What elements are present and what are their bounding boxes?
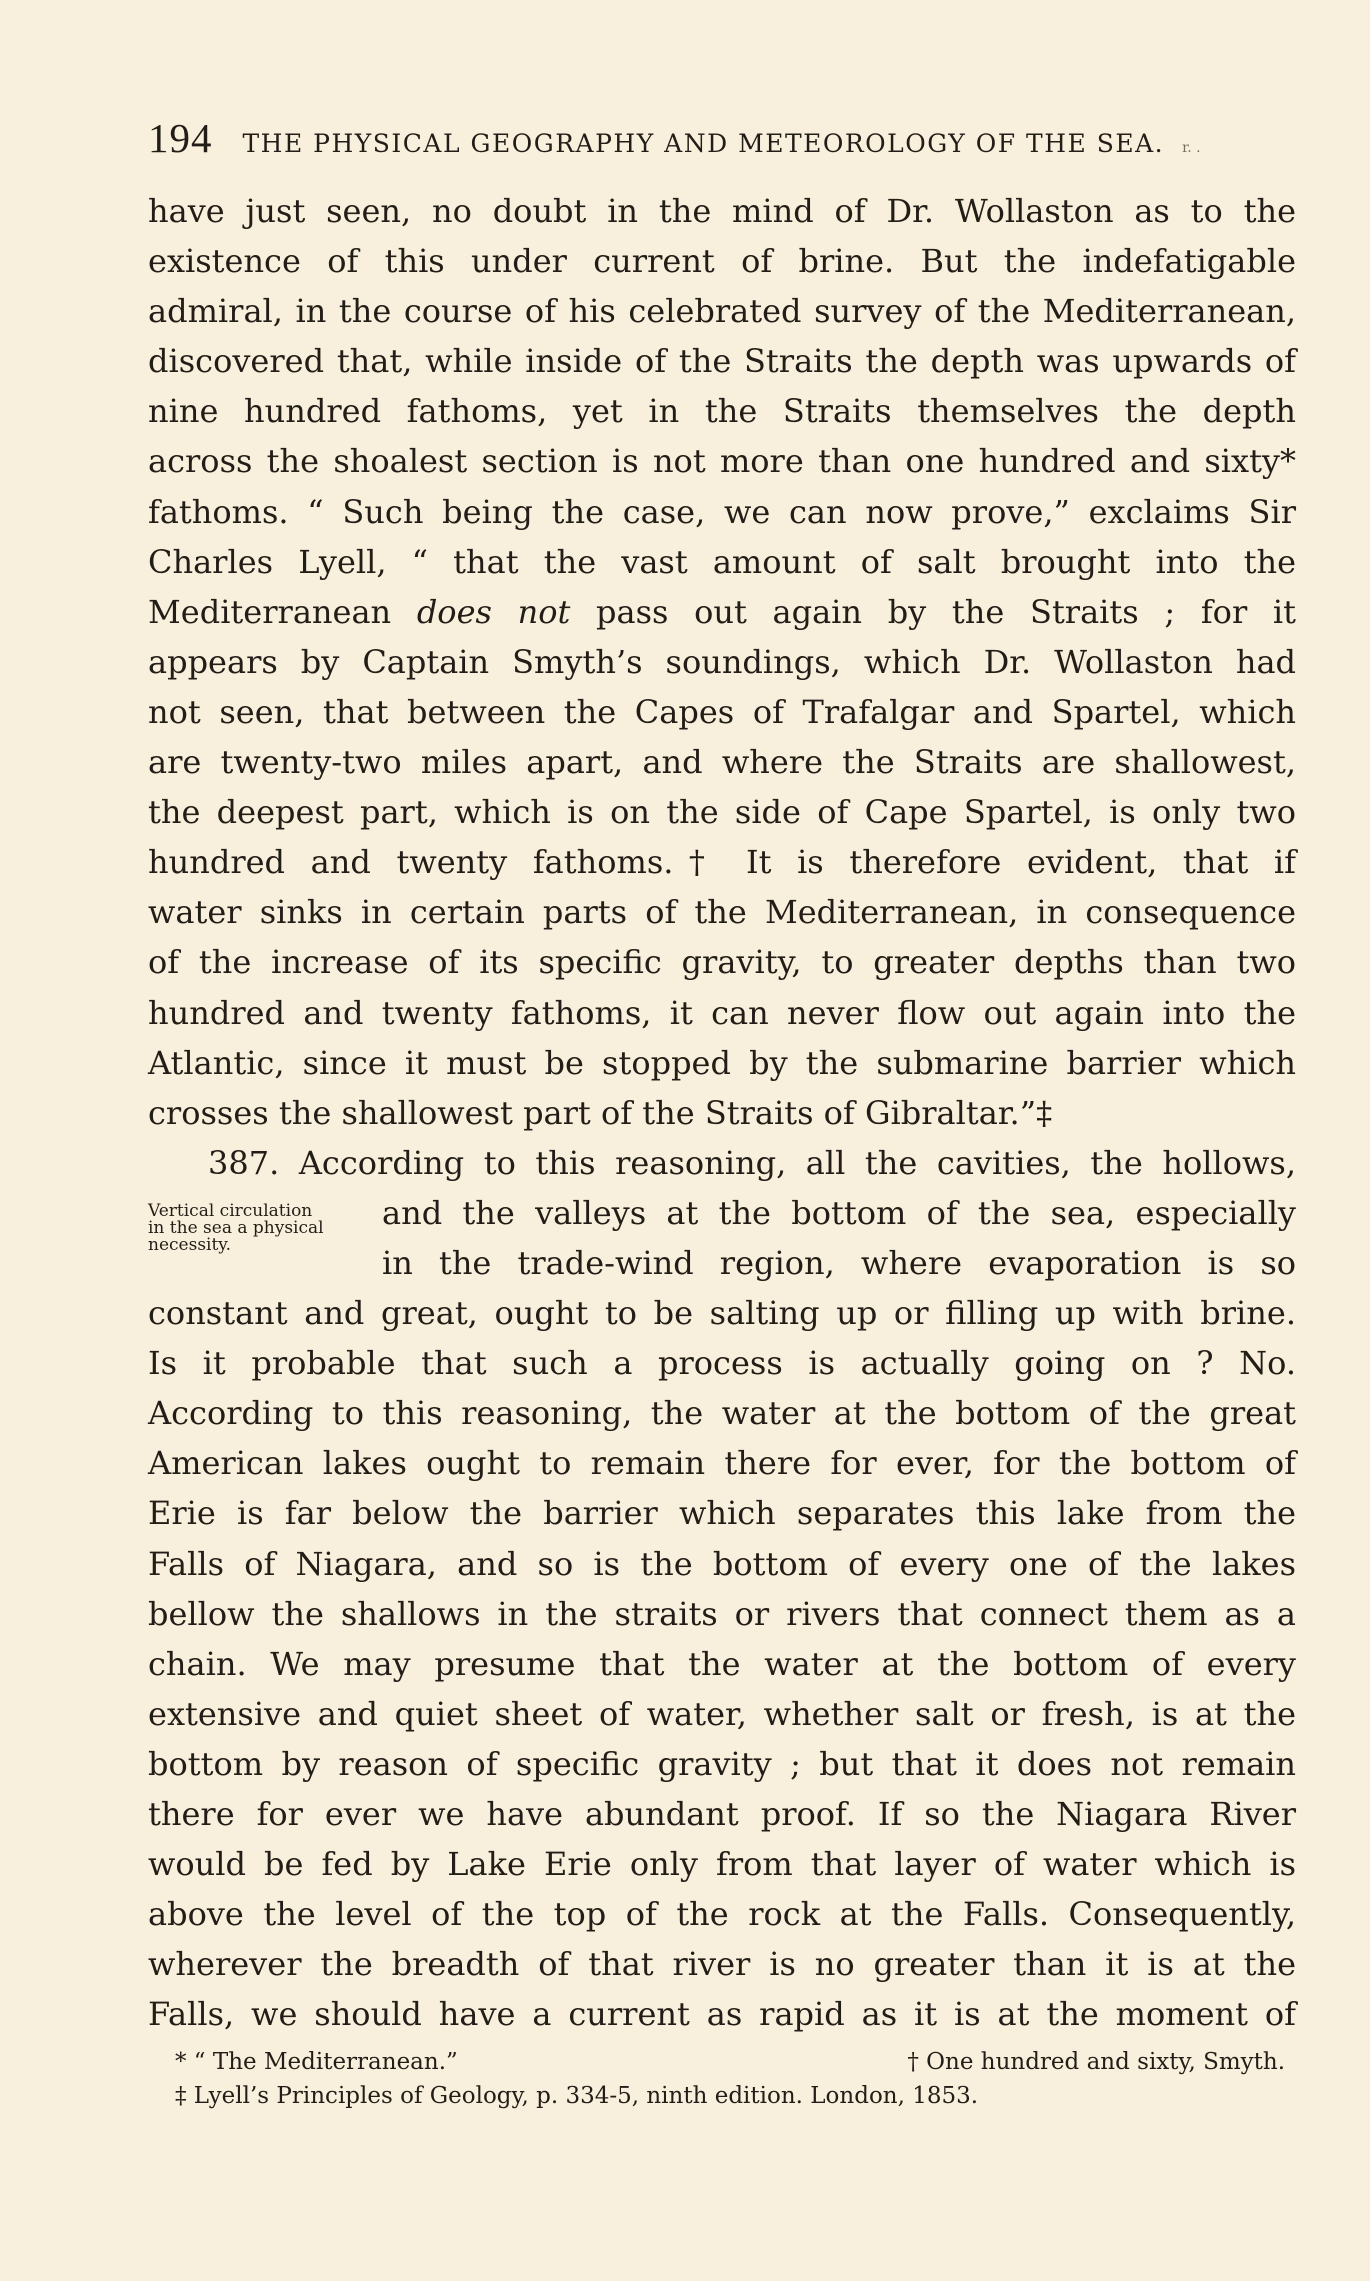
printer-mark: r. . <box>1182 140 1201 156</box>
text-line: existence of this under current of brine. But the indefatigable <box>148 242 1296 281</box>
text-line: wherever the breadth of that river is no greater than it is at the <box>148 1945 1296 1984</box>
paragraph-387-start: 387. According to this reasoning, all the cavities, the hollows, <box>208 1143 1296 1182</box>
footnote-double-dagger: ‡ Lyell’s Principles of Geology, p. 334-5, ninth edition. London, 1853. <box>175 2083 979 2109</box>
text-line: bottom by reason of specific gravity ; but that it does not remain <box>148 1744 1296 1783</box>
italic-emphasis: does not <box>416 592 571 631</box>
text-line: Charles Lyell, “ that the vast amount of salt brought into the <box>148 542 1296 581</box>
footnotes <box>175 2045 1285 2113</box>
text-line: constant and great, ought to be salting up or filling up with brine. <box>148 1294 1296 1333</box>
footnote-row <box>175 2079 1285 2113</box>
text-line: in the trade-wind region, where evaporation is so <box>382 1243 1296 1282</box>
marginal-note-line: in the sea a physical <box>148 1218 324 1238</box>
text-line: would be fed by Lake Erie only from that layer of water which is <box>148 1845 1296 1884</box>
running-head <box>148 114 1288 164</box>
running-title: THE PHYSICAL GEOGRAPHY AND METEOROLOGY OF THE SEA. <box>242 129 1165 158</box>
marginal-note-line: Vertical circulation <box>148 1201 313 1221</box>
text-line-italic <box>148 587 1296 637</box>
body-text <box>148 186 1296 2039</box>
text-line: crosses the shallowest part of the Straits of Gibraltar.”‡ <box>148 1093 1053 1132</box>
text-line: are twenty-two miles apart, and where the Straits are shallowest, <box>148 743 1296 782</box>
text-line: American lakes ought to remain there for ever, for the bottom of <box>148 1444 1296 1483</box>
text-line: bellow the shallows in the straits or rivers that connect them as a <box>148 1594 1296 1633</box>
text-line: Falls of Niagara, and so is the bottom of every one of the lakes <box>148 1544 1296 1583</box>
marginal-note <box>148 1203 378 1254</box>
text-line: appears by Captain Smyth’s soundings, which Dr. Wollaston had <box>148 642 1296 681</box>
footnote-dagger: † One hundred and sixty, Smyth. <box>907 2049 1285 2075</box>
text-line: not seen, that between the Capes of Trafalgar and Spartel, which <box>148 692 1296 731</box>
text-line: of the increase of its specific gravity, to greater depths than two <box>148 943 1296 982</box>
text-line: nine hundred fathoms, yet in the Straits themselves the depth <box>148 392 1296 431</box>
text-line: hundred and twenty fathoms, it can never flow out again into the <box>148 993 1296 1032</box>
text-line: Atlantic, since it must be stopped by the submarine barrier which <box>148 1043 1296 1082</box>
text-line: Is it probable that such a process is actually going on ? No. <box>148 1344 1296 1383</box>
text-line: hundred and twenty fathoms.† It is therefore evident, that if <box>148 843 1296 882</box>
text-line: and the valleys at the bottom of the sea, especially <box>382 1193 1296 1232</box>
footnote-star: * “ The Mediterranean.” <box>175 2049 458 2075</box>
text-line: Falls, we should have a current as rapid as it is at the moment of <box>148 1995 1296 2034</box>
text-line: Erie is far below the barrier which separates this lake from the <box>148 1494 1296 1533</box>
marginal-note-line: necessity. <box>148 1235 232 1255</box>
text-line: across the shoalest section is not more than one hundred and sixty* <box>148 442 1296 481</box>
text-line: According to this reasoning, the water at the bottom of the great <box>148 1394 1296 1433</box>
text-segment: Mediterranean <box>148 592 417 631</box>
text-line: above the level of the top of the rock at the Falls. Consequently, <box>148 1895 1296 1934</box>
text-segment: pass out again by the Straits ; for it <box>570 592 1297 631</box>
text-line: discovered that, while inside of the Straits the depth was upwards of <box>148 342 1296 381</box>
text-line: admiral, in the course of his celebrated survey of the Mediterranean, <box>148 292 1296 331</box>
text-line: fathoms. “ Such being the case, we can now prove,” exclaims Sir <box>148 492 1296 531</box>
footnote-row <box>175 2045 1285 2079</box>
page-number: 194 <box>148 115 213 161</box>
text-line: extensive and quiet sheet of water, whether salt or fresh, is at the <box>148 1694 1296 1733</box>
text-line: water sinks in certain parts of the Mediterranean, in consequence <box>148 893 1296 932</box>
text-line: the deepest part, which is on the side of Cape Spartel, is only two <box>148 793 1296 832</box>
text-line: there for ever we have abundant proof. If so the Niagara River <box>148 1795 1296 1833</box>
text-line: chain. We may presume that the water at the bottom of every <box>148 1644 1296 1683</box>
text-line: have just seen, no doubt in the mind of Dr. Wollaston as to the <box>148 192 1296 230</box>
